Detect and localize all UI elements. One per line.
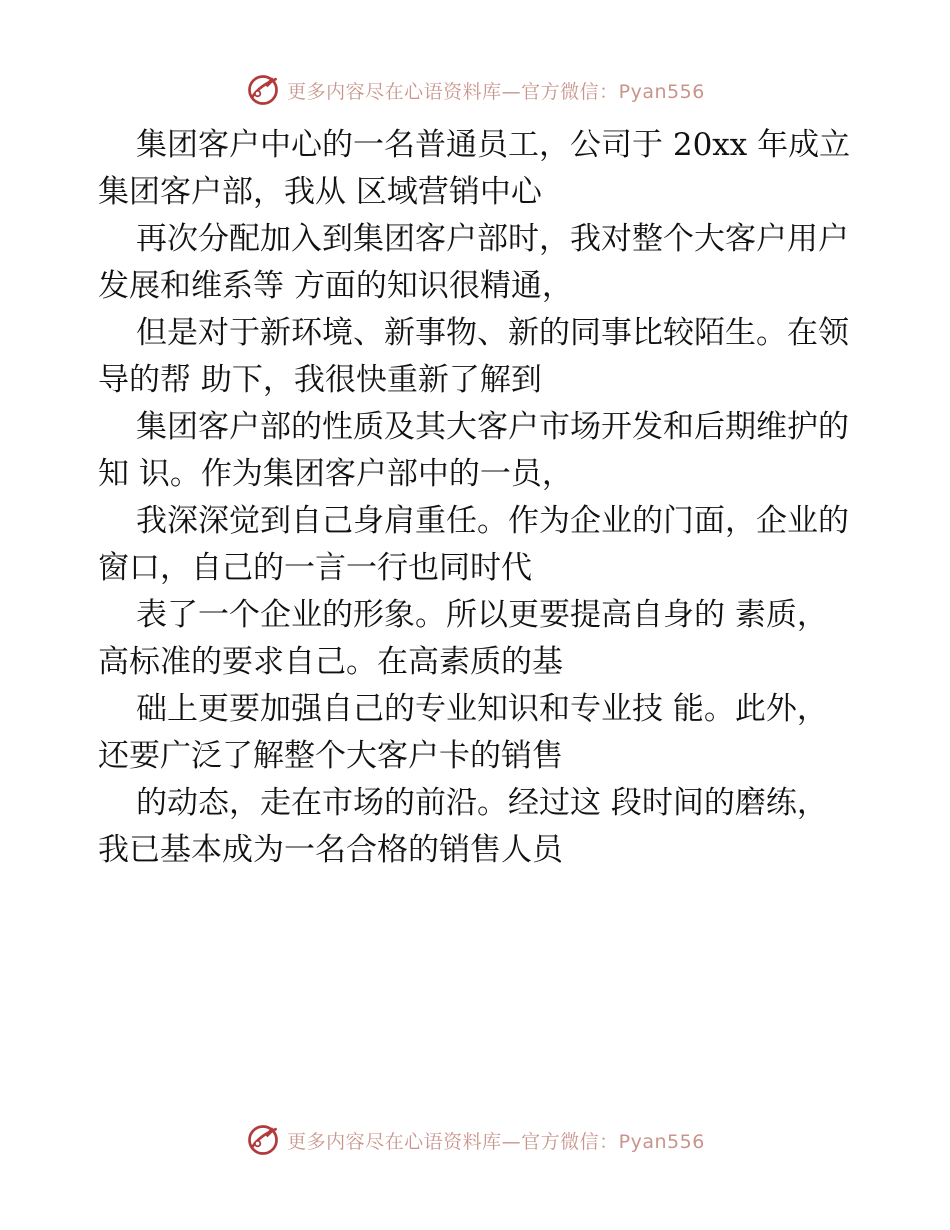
footer-text [287,1127,705,1154]
paragraph: 础上更要加强自己的专业知识和专业技 能。此外，还要广泛了解整个大客户卡的销售 [98,691,828,774]
footer-brand-text: 更多内容尽在心语资料库 [287,1130,502,1153]
footer-contact-text: 官方微信：Pyan556 [521,1130,705,1153]
header-banner [0,70,950,110]
header-contact-text: 官方微信：Pyan556 [521,80,705,103]
paragraph: 集团客户部的性质及其大客户市场开发和后期维护的知 识。作为集团客户部中的一员， [98,409,849,492]
document-body [98,122,858,874]
paragraph: 但是对于新环境、新事物、新的同事比较陌生。在领导的帮 助下，我很快重新了解到 [98,315,849,398]
header-text [287,77,705,104]
paragraph: 的动态，走在市场的前沿。经过这 段时间的磨练，我已基本成为一名合格的销售人员 [98,785,828,868]
footer-separator: — [501,1130,522,1153]
pen-swirl-logo-icon [245,1122,281,1158]
paragraph: 再次分配加入到集团客户部时，我对整个大客户用户发展和维系等 方面的知识很精通， [98,221,849,304]
header-separator: — [501,80,522,103]
paragraph: 表了一个企业的形象。所以更要提高自身的 素质，高标准的要求自己。在高素质的基 [98,597,828,680]
paragraph: 我深深觉到自己身肩重任。作为企业的门面，企业的窗口，自己的一言一行也同时代 [98,503,849,586]
header-brand-text: 更多内容尽在心语资料库 [287,80,502,103]
pen-swirl-logo-icon [245,72,281,108]
paragraph: 集团客户中心的一名普通员工，公司于 20xx 年成立集团客户部，我从 区域营销中心 [98,127,851,210]
footer-banner [0,1120,950,1160]
